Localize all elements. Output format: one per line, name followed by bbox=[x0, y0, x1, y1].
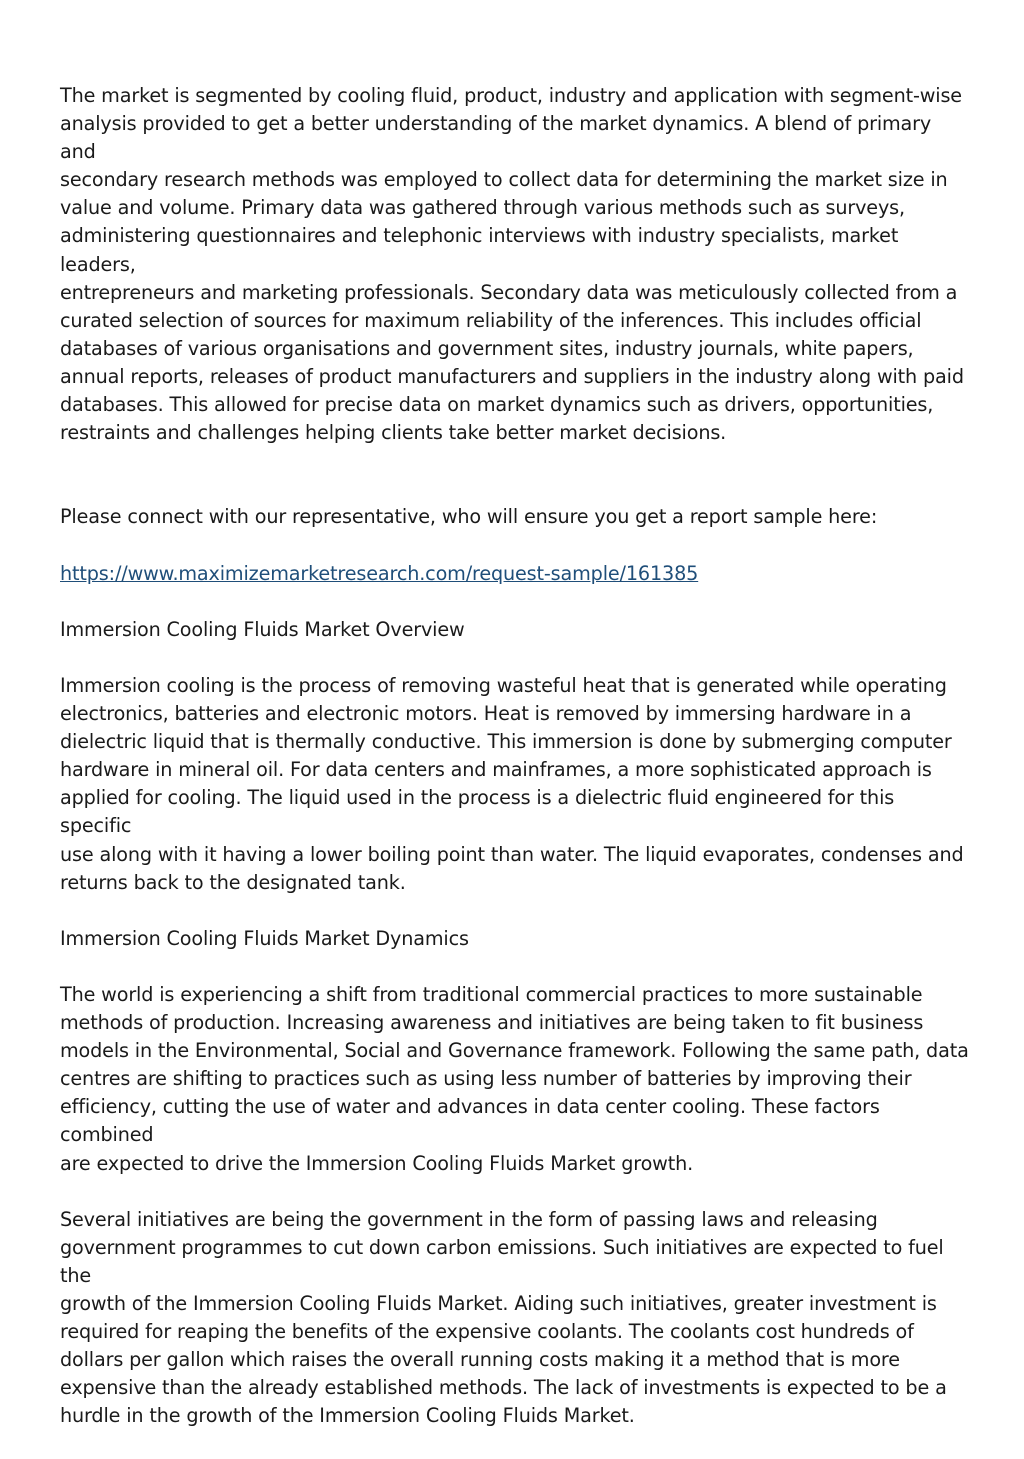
request-sample-link[interactable]: https://www.maximizemarketresearch.com/request-sample/161385 bbox=[60, 561, 699, 585]
overview-paragraph: Immersion cooling is the process of removing wasteful heat that is generated while operating electronics, batteries and electronic motors. Heat is removed by immersing hardware in a dielectric liquid that is thermally conductive. This immersion is done by submerging computer hardware in mineral oil. For data centers and mainframes, a more sophisticated approach is applied for cooling. The liquid used in the process is a dielectric fluid engineered for this specific use along with it having a lower boiling point than water. The liquid evaporates, condenses and returns back to the designated tank. bbox=[60, 673, 964, 894]
connect-paragraph bbox=[60, 475, 970, 587]
dynamics-heading: Immersion Cooling Fluids Market Dynamics bbox=[60, 926, 469, 950]
overview-heading: Immersion Cooling Fluids Market Overview bbox=[60, 617, 465, 641]
dynamics-paragraph-1: The world is experiencing a shift from traditional commercial practices to more sustainable methods of production. Increasing awareness and initiatives are being taken to fit business models in the Environmental, Social and Governance framework. Following the same path, data centres are shifting to practices such as using less number of batteries by improving their efficiency, cutting the use of water and advances in data center cooling. These factors combined are expected to drive the Immersion Cooling Fluids Market growth. bbox=[60, 983, 969, 1175]
dynamics-paragraph-2: Several initiatives are being the government in the form of passing laws and releasing government programmes to cut down carbon emissions. Such initiatives are expected to fuel the growth of the Immersion Cooling Fluids Market. Aiding such initiatives, greater investment is required for reaping the benefits of the expensive coolants. The coolants cost hundreds of dollars per gallon which raises the overall running costs making it a method that is more expensive than the already established methods. The lack of investments is expected to be a hurdle in the growth of the Immersion Cooling Fluids Market. bbox=[60, 1207, 947, 1428]
intro-paragraph: The market is segmented by cooling fluid, product, industry and application with segment-wise analysis provided to get a better understanding of the market dynamics. A blend of primary and secondary research methods was employed to collect data for determining the market size in value and volume. Primary data was gathered through various methods such as surveys, administering questionnaires and telephonic interviews with industry specialists, market leaders, entrepreneurs and marketing professionals. Secondary data was meticulously collected from a curated selection of sources for maximum reliability of the inferences. This includes official databases of various organisations and government sites, industry journals, white papers, annual reports, releases of product manufacturers and suppliers in the industry along with paid databases. This allowed for precise data on market dynamics such as drivers, opportunities, restraints and challenges helping clients take better market decisions. bbox=[60, 84, 964, 445]
connect-text: Please connect with our representative, who will ensure you get a report sample here: bbox=[60, 505, 878, 529]
document-page bbox=[60, 82, 970, 1459]
